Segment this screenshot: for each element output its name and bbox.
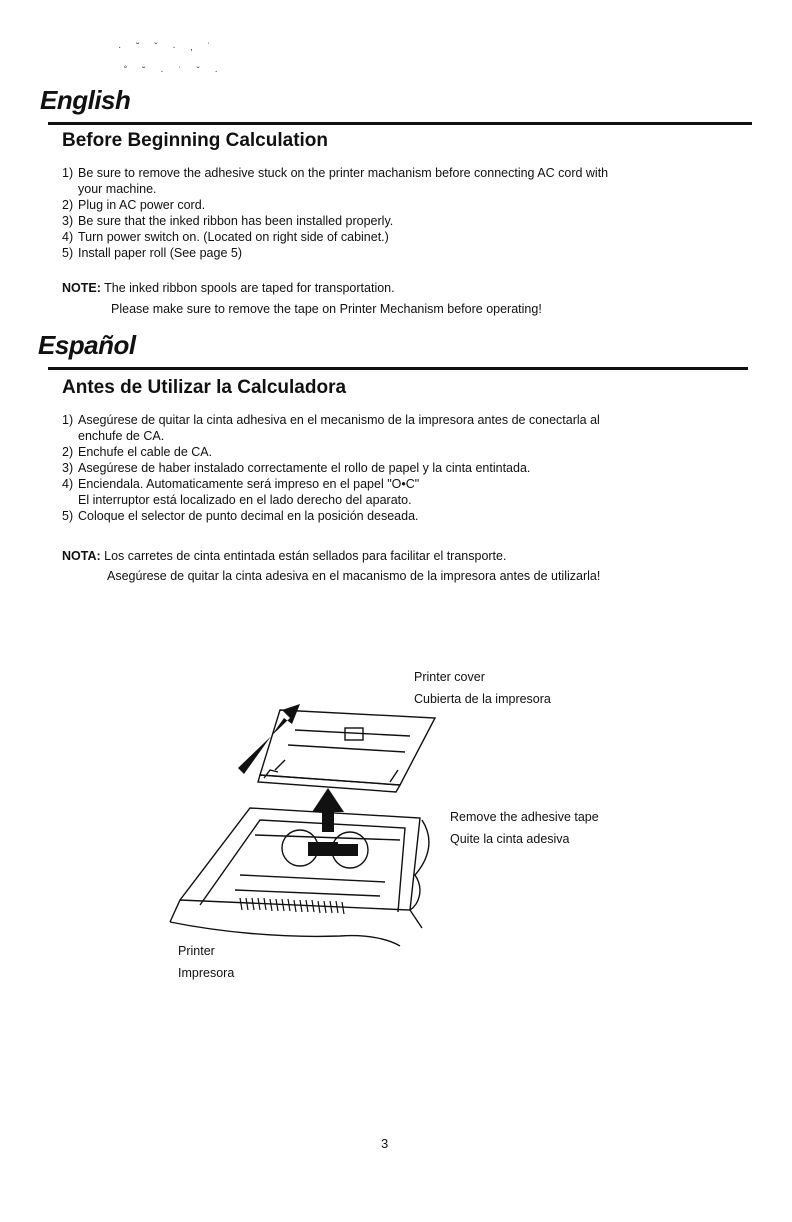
scan-specks: ˚ ˘ · ˙ ˇ ·: [124, 66, 224, 77]
english-language-title: English: [40, 85, 131, 115]
english-note-line2: Please make sure to remove the tape on Printer Mechanism before operating!: [111, 302, 542, 316]
list-item: 1) Be sure to remove the adhesive stuck on the printer machanism before connecting AC cord with your machine.: [62, 166, 609, 196]
espanol-language-title: Español: [38, 330, 136, 360]
note-label: NOTE:: [62, 281, 101, 295]
list-item: 5) Install paper roll (See page 5): [62, 246, 242, 260]
note-label: NOTA:: [62, 549, 101, 563]
adhesive-tape: [308, 842, 338, 856]
printer-mechanism-drawing: [170, 808, 429, 946]
english-rule: [48, 122, 752, 125]
printer-illustration: [160, 700, 450, 950]
espanol-note-line2: Asegúrese de quitar la cinta adesiva en el macanismo de la impresora antes de utilizarla!: [107, 569, 601, 583]
list-item: 3) Asegúrese de haber instalado correctamente el rollo de papel y la cinta entintada.: [62, 461, 531, 475]
adhesive-tape: [338, 844, 358, 856]
english-note: NOTE: The inked ribbon spools are taped for transportation.: [62, 281, 395, 295]
scan-specks: · ˘ ˇ · ‚ ˙: [118, 42, 217, 53]
list-item: 2) Plug in AC power cord.: [62, 198, 206, 212]
adhesive-tape-caption: Remove the adhesive tape Quite la cinta adesiva: [450, 810, 599, 846]
list-item: 2) Enchufe el cable de CA.: [62, 445, 213, 459]
espanol-note: NOTA: Los carretes de cinta entintada están sellados para facilitar el transporte.: [62, 549, 507, 563]
list-item: 4) Turn power switch on. (Located on right side of cabinet.): [62, 230, 389, 244]
arrow-up-icon: [312, 788, 344, 832]
page-number: 3: [381, 1136, 389, 1151]
list-item: 3) Be sure that the inked ribbon has been installed properly.: [62, 214, 394, 228]
printer-caption: Printer Impresora: [178, 944, 235, 980]
english-heading: Before Beginning Calculation: [62, 130, 329, 151]
printer-cover-caption: Printer cover Cubierta de la impresora: [414, 670, 551, 706]
espanol-steps: [62, 412, 752, 524]
arrow-up-icon: [238, 704, 300, 774]
list-item: 5) Coloque el selector de punto decimal en la posición deseada.: [62, 509, 419, 523]
list-item: 4) Enciendala. Automaticamente será impreso en el papel "O•C" El interruptor está localizado en el lado derecho del aparato.: [62, 477, 420, 507]
list-item: 1) Asegúrese de quitar la cinta adhesiva en el mecanismo de la impresora antes de conectarla al enchufe de CA.: [62, 413, 600, 443]
espanol-rule: [48, 367, 748, 370]
espanol-heading: Antes de Utilizar la Calculadora: [62, 377, 347, 398]
english-steps: [62, 165, 752, 261]
